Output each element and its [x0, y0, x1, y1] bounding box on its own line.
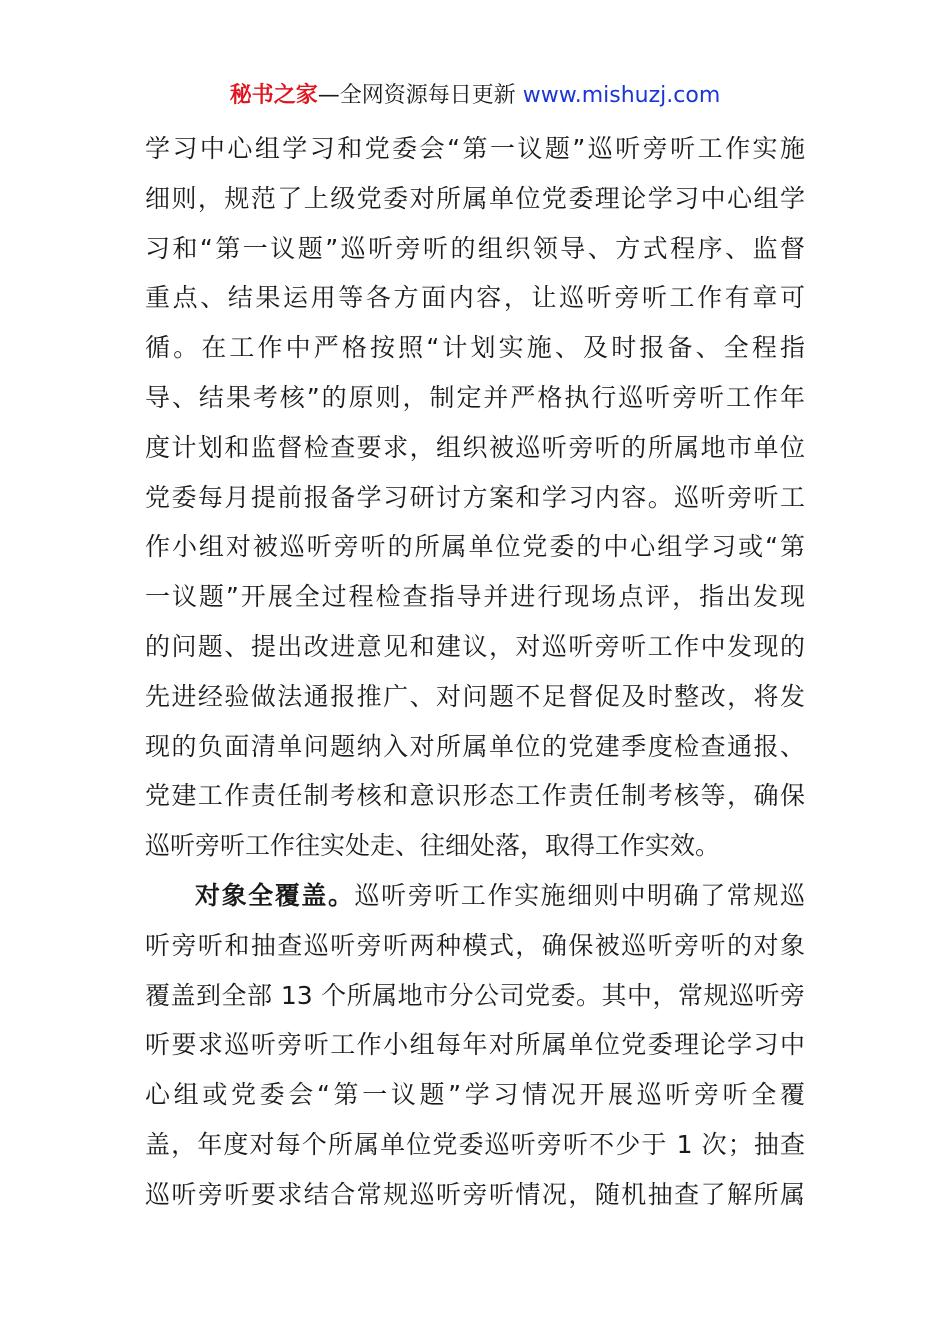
text-line: 心组或党委会“第一议题”学习情况开展巡听旁听全覆 [145, 1080, 805, 1110]
text-line: 听要求巡听旁听工作小组每年对所属单位党委理论学习中 [145, 1030, 805, 1060]
text-line-first [145, 871, 805, 921]
text-line: 循。在工作中严格按照“计划实施、及时报备、全程指 [145, 333, 805, 363]
text-line: 一议题”开展全过程检查指导并进行现场点评，指出发现 [145, 582, 805, 612]
text-line: 先进经验做法通报推广、对问题不足督促及时整改，将发 [145, 681, 805, 711]
paragraph-1 [145, 124, 805, 871]
text-line: 巡听旁听工作往实处走、往细处落，取得工作实效。 [145, 831, 721, 861]
text-line: 细则，规范了上级党委对所属单位党委理论学习中心组学 [145, 183, 805, 213]
paragraph-lead: 对象全覆盖。 [195, 880, 355, 910]
text-line: 度计划和监督检查要求，组织被巡听旁听的所属地市单位 [145, 432, 805, 462]
text-line: 党建工作责任制考核和意识形态工作责任制考核等，确保 [145, 781, 805, 811]
text-line: 听旁听和抽查巡听旁听两种模式，确保被巡听旁听的对象 [145, 930, 805, 960]
text-line: 的问题、提出改进意见和建议，对巡听旁听工作中发现的 [145, 631, 805, 661]
text-line: 作小组对被巡听旁听的所属单位党委的中心组学习或“第 [145, 532, 805, 562]
document-body [145, 124, 805, 1220]
header-url[interactable]: www.mishuzj.com [522, 83, 721, 108]
header-tagline: —全网资源每日更新 [317, 83, 523, 108]
text-line: 现的负面清单问题纳入对所属单位的党建季度检查通报、 [145, 731, 805, 761]
text-line: 重点、结果运用等各方面内容，让巡听旁听工作有章可 [145, 283, 805, 313]
text-line-rest: 巡听旁听工作实施细则中明确了常规巡 [354, 880, 805, 910]
text-line: 习和“第一议题”巡听旁听的组织领导、方式程序、监督 [145, 233, 805, 263]
header-brand: 秘书之家 [229, 83, 318, 108]
text-line: 巡听旁听要求结合常规巡听旁听情况，随机抽查了解所属 [145, 1179, 805, 1209]
page-header [0, 80, 950, 112]
text-line: 盖，年度对每个所属单位党委巡听旁听不少于 1 次；抽查 [145, 1129, 805, 1159]
text-line: 导、结果考核”的原则，制定并严格执行巡听旁听工作年 [145, 382, 805, 412]
paragraph-2 [145, 871, 805, 1220]
text-line: 党委每月提前报备学习研讨方案和学习内容。巡听旁听工 [145, 482, 805, 512]
text-line: 覆盖到全部 13 个所属地市分公司党委。其中，常规巡听旁 [145, 980, 805, 1010]
text-line: 学习中心组学习和党委会“第一议题”巡听旁听工作实施 [145, 134, 805, 163]
